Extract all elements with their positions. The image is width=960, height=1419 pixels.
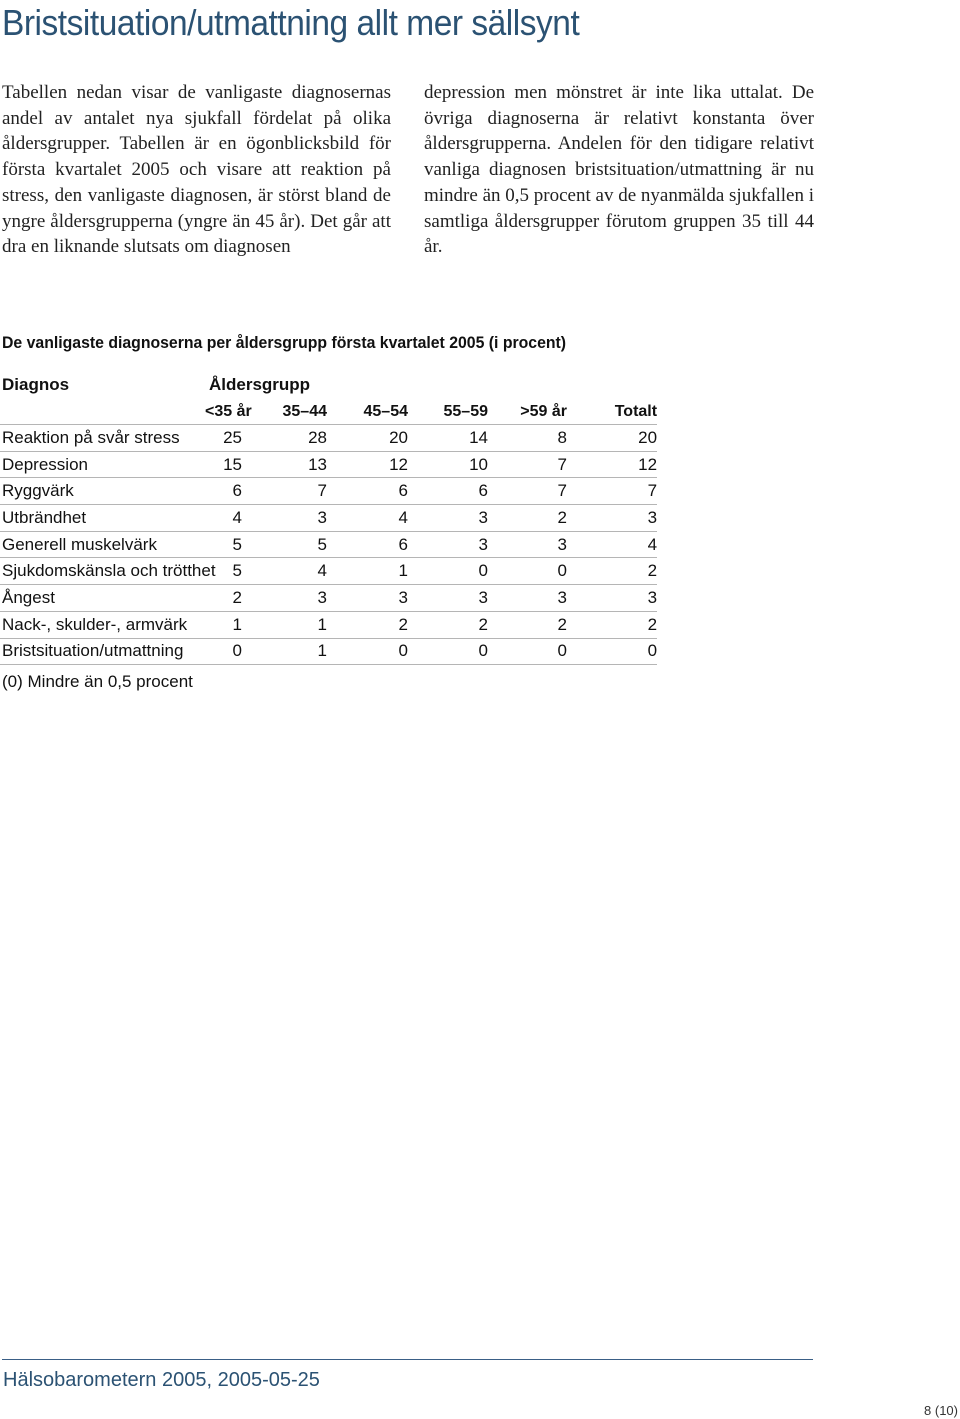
table-footnote: (0) Mindre än 0,5 procent [2, 672, 193, 691]
diagnosis-table [0, 375, 657, 665]
page-title: Bristsituation/utmattning allt mer sällsynt [2, 2, 580, 43]
table-row [0, 531, 657, 558]
diagnosis-name: Reaktion på svår stress [0, 425, 205, 452]
diagnos-header: Diagnos [2, 375, 70, 394]
diagnosis-name: Nack-, skulder-, armvärk [0, 611, 205, 638]
footer-source: Hälsobarometern 2005, 2005-05-25 [3, 1369, 320, 1391]
table-cell: 0 [205, 638, 242, 665]
table-cell: 3 [408, 505, 488, 532]
body-text-right-column: depression men mönstret är inte lika uttalat. De övriga diagnoserna är relativt konstanta över åldersgrupperna. Andelen för den tidigare relativt vanliga diagnosen bristsituation/utmattning är nu mindre än 0,5 procent av de nyanmälda sjukfallen i samtliga åldersgrupper förutom gruppen 35 till 44 år. [424, 82, 814, 258]
column-header: 55–59 [408, 400, 488, 425]
table-cell: 1 [205, 611, 242, 638]
table-cell: 20 [327, 425, 408, 452]
column-header: >59 år [488, 400, 567, 425]
body-text-left-column: Tabellen nedan visar de vanligaste diagnosernas andel av antalet nya sjukfall fördelat på olika åldersgrupper. Tabellen är en ögonblicksbild för första kvartalet 2005 och visare att reaktion på stress, den vanligaste diagnosen, är störst bland de yngre åldersgrupperna (yngre än 45 år). Det går att dra en liknande slutsats om diagnosen [2, 82, 391, 258]
table-cell: 3 [567, 505, 657, 532]
column-header: <35 år [205, 400, 242, 425]
table-cell: 0 [488, 558, 567, 585]
table-cell: 12 [567, 451, 657, 478]
table-cell: 28 [242, 425, 327, 452]
column-header: 35–44 [242, 400, 327, 425]
table-cell: 4 [567, 531, 657, 558]
table-cell: 2 [567, 611, 657, 638]
table-row [0, 558, 657, 585]
diagnosis-name: Bristsituation/utmattning [0, 638, 205, 665]
diagnosis-name: Ryggvärk [0, 478, 205, 505]
diagnosis-name: Ångest [0, 585, 205, 612]
table-cell: 6 [205, 478, 242, 505]
table-cell: 0 [408, 558, 488, 585]
table-cell: 1 [327, 558, 408, 585]
table-cell: 4 [327, 505, 408, 532]
table-row [0, 505, 657, 532]
footer-rule [2, 1359, 813, 1360]
table-cell: 25 [205, 425, 242, 452]
table-cell: 14 [408, 425, 488, 452]
table-cell: 10 [408, 451, 488, 478]
table-cell: 1 [242, 611, 327, 638]
table-cell: 3 [488, 531, 567, 558]
table-cell: 0 [408, 638, 488, 665]
table-cell: 2 [488, 505, 567, 532]
page-number: 8 (10) [924, 1403, 958, 1418]
table-cell: 3 [242, 585, 327, 612]
table-cell: 6 [327, 531, 408, 558]
table-cell: 7 [488, 451, 567, 478]
table-row [0, 638, 657, 665]
diagnosis-name: Sjukdomskänsla och trötthet [0, 558, 205, 585]
table-cell: 15 [205, 451, 242, 478]
table-cell: 2 [567, 558, 657, 585]
table-row [0, 425, 657, 452]
table-cell: 2 [327, 611, 408, 638]
table-cell: 0 [567, 638, 657, 665]
table-column-header-row [0, 400, 657, 425]
table-cell: 12 [327, 451, 408, 478]
table-cell: 7 [242, 478, 327, 505]
table-header-row [0, 375, 657, 400]
column-header: Totalt [567, 400, 657, 425]
table-cell: 8 [488, 425, 567, 452]
table-cell: 3 [408, 531, 488, 558]
table-cell: 0 [488, 638, 567, 665]
table-cell: 13 [242, 451, 327, 478]
table-cell: 5 [205, 531, 242, 558]
table-cell: 6 [408, 478, 488, 505]
table-cell: 1 [242, 638, 327, 665]
table-row [0, 611, 657, 638]
table-row [0, 585, 657, 612]
table-cell: 5 [242, 531, 327, 558]
table-heading: De vanligaste diagnoserna per åldersgrupp första kvartalet 2005 (i procent) [2, 333, 567, 352]
table-cell: 3 [408, 585, 488, 612]
table-cell: 2 [408, 611, 488, 638]
table-cell: 3 [242, 505, 327, 532]
table-cell: 7 [488, 478, 567, 505]
table-cell: 3 [567, 585, 657, 612]
table-cell: 0 [327, 638, 408, 665]
table-cell: 6 [327, 478, 408, 505]
table-cell: 3 [327, 585, 408, 612]
table-row [0, 478, 657, 505]
table-cell: 4 [205, 505, 242, 532]
table-cell: 20 [567, 425, 657, 452]
age-group-header: Åldersgrupp [209, 375, 311, 394]
table-cell: 2 [205, 585, 242, 612]
table-row [0, 451, 657, 478]
empty-header-cell [0, 400, 205, 425]
column-header: 45–54 [327, 400, 408, 425]
diagnosis-name: Depression [0, 451, 205, 478]
table-cell: 4 [242, 558, 327, 585]
table-body [0, 425, 657, 665]
table-cell: 2 [488, 611, 567, 638]
table-cell: 5 [205, 558, 242, 585]
diagnosis-name: Generell muskelvärk [0, 531, 205, 558]
diagnosis-name: Utbrändhet [0, 505, 205, 532]
table-cell: 3 [488, 585, 567, 612]
table-cell: 7 [567, 478, 657, 505]
